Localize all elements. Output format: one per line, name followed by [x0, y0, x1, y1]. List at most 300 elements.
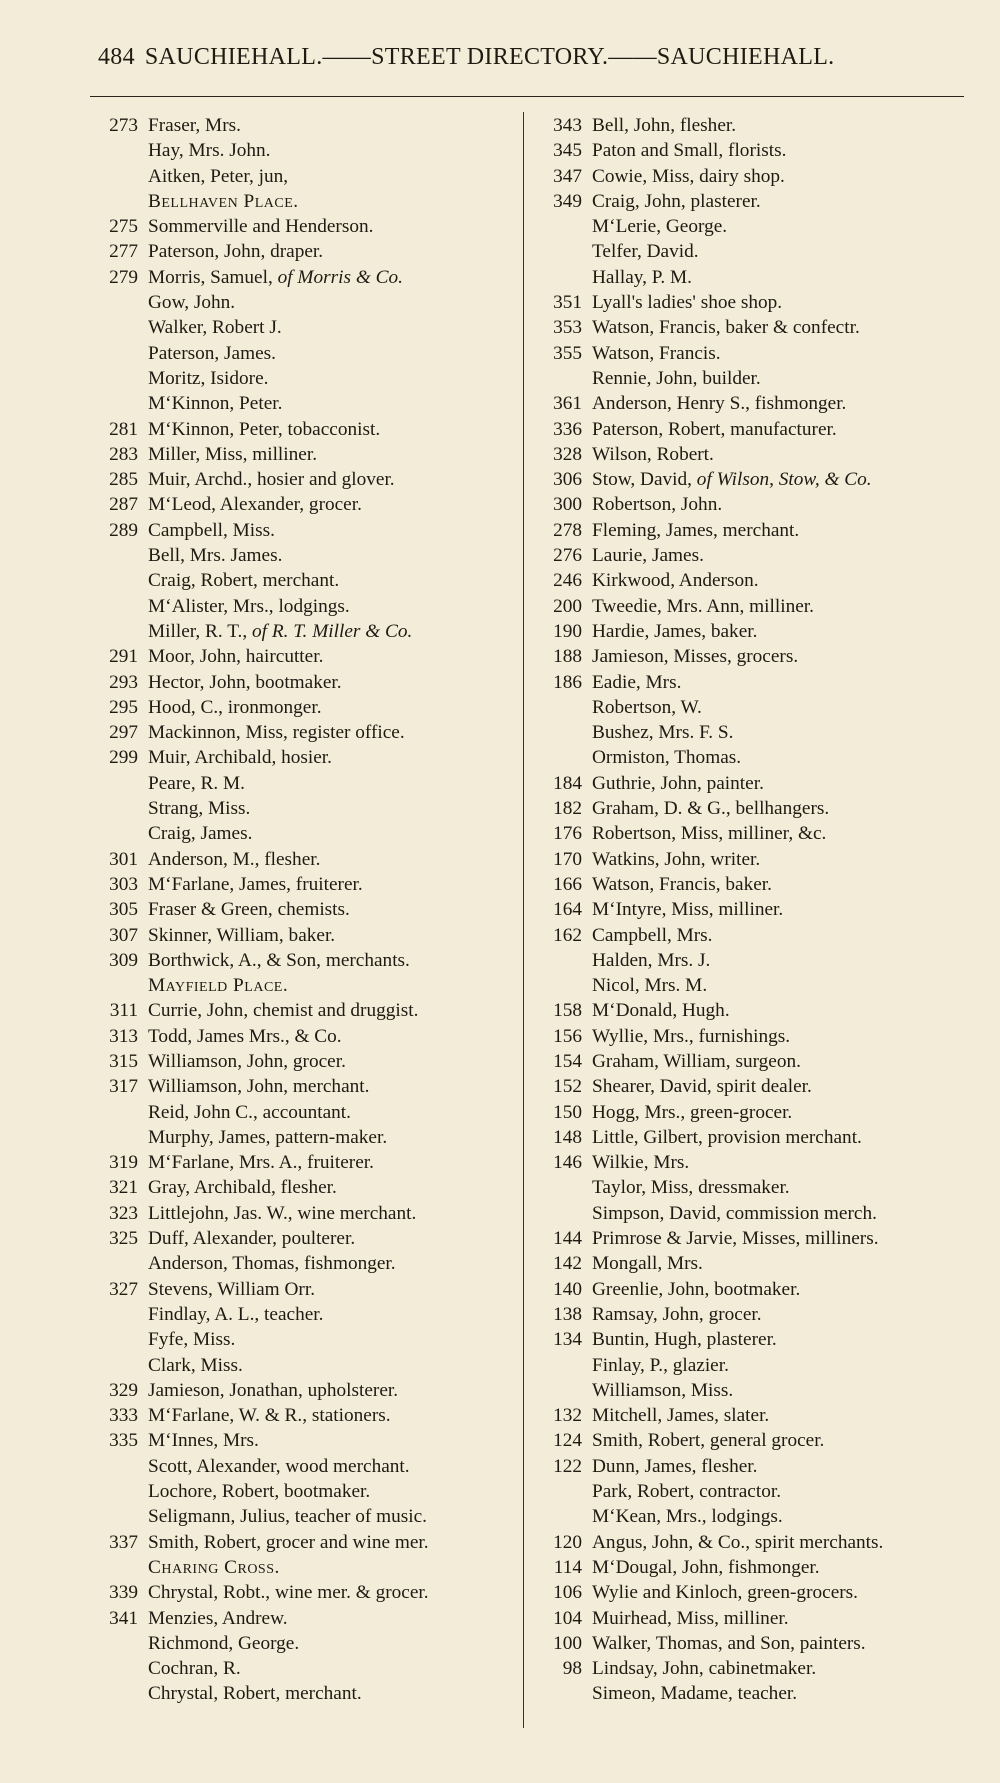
entry-text: Hector, John, bootmaker.	[148, 671, 342, 693]
occupant-name	[592, 1656, 816, 1681]
house-number	[86, 594, 148, 619]
occupant-name	[148, 1251, 396, 1276]
house-number: 275	[109, 216, 138, 238]
entry-text: Chrystal, Robt., wine mer. & grocer.	[148, 1582, 429, 1604]
directory-entry	[86, 341, 526, 366]
header-left: SAUCHIEHALL.	[144, 44, 323, 70]
entry-text: Currie, John, chemist and druggist.	[148, 1000, 419, 1022]
entry-text: Shearer, David, spirit dealer.	[592, 1076, 812, 1098]
occupant-name	[148, 214, 373, 239]
house-number: 120	[553, 1531, 582, 1553]
occupant-name	[592, 518, 799, 543]
place-heading	[148, 973, 288, 998]
directory-entry	[86, 1530, 526, 1555]
directory-entry	[86, 417, 526, 442]
house-number	[86, 1631, 148, 1656]
entry-text: Finlay, P., glazier.	[592, 1354, 729, 1376]
directory-entry	[530, 973, 990, 998]
occupant-name	[148, 998, 418, 1023]
house-number	[530, 1175, 592, 1200]
house-number: 299	[109, 747, 138, 769]
occupant-name	[592, 290, 782, 315]
house-number: 336	[553, 418, 582, 440]
occupant-name	[148, 290, 235, 315]
directory-entry	[86, 113, 526, 138]
occupant-name	[148, 1504, 427, 1529]
directory-entry	[86, 1681, 526, 1706]
directory-entry	[530, 518, 990, 543]
house-number: 142	[553, 1253, 582, 1275]
house-number: 351	[553, 292, 582, 314]
entry-text: Greenlie, John, bootmaker.	[592, 1278, 801, 1300]
occupant-name	[148, 417, 380, 442]
occupant-name	[592, 568, 759, 593]
house-number: 164	[553, 899, 582, 921]
house-number	[86, 315, 148, 340]
house-number: 319	[109, 1152, 138, 1174]
entry-text: Park, Robert, contractor.	[592, 1481, 782, 1503]
entry-text: Craig, Robert, merchant.	[148, 570, 340, 592]
entry-text: Kirkwood, Anderson.	[592, 570, 759, 592]
directory-entry	[86, 518, 526, 543]
occupant-name	[148, 1100, 351, 1125]
directory-entry	[86, 239, 526, 264]
directory-entry	[530, 821, 990, 846]
house-number: 361	[553, 393, 582, 415]
entry-text: Murphy, James, pattern-maker.	[148, 1126, 388, 1148]
house-number: 309	[109, 949, 138, 971]
entry-text: Charing Cross.	[148, 1556, 280, 1578]
directory-entry	[86, 1049, 526, 1074]
occupant-name	[592, 1175, 790, 1200]
house-number: 144	[553, 1228, 582, 1250]
house-number	[86, 1504, 148, 1529]
occupant-name	[148, 1049, 346, 1074]
house-number	[86, 796, 148, 821]
entry-text: M‘Dougal, John, fishmonger.	[592, 1556, 820, 1578]
house-number: 138	[553, 1303, 582, 1325]
entry-text: Anderson, Henry S., fishmonger.	[592, 393, 847, 415]
directory-entry	[86, 1631, 526, 1656]
house-number: 305	[109, 899, 138, 921]
occupant-name	[148, 745, 332, 770]
entry-text: Watson, Francis, baker.	[592, 873, 772, 895]
directory-entry	[86, 670, 526, 695]
entry-text: Robertson, Miss, milliner, &c.	[592, 823, 827, 845]
directory-entry	[86, 1504, 526, 1529]
directory-entry	[86, 1403, 526, 1428]
house-number: 306	[553, 469, 582, 491]
occupant-name	[592, 1251, 703, 1276]
directory-entry	[86, 796, 526, 821]
occupant-name	[148, 1302, 323, 1327]
house-number: 283	[109, 443, 138, 465]
directory-entry	[86, 923, 526, 948]
house-number: 300	[553, 494, 582, 516]
occupant-name	[592, 1555, 820, 1580]
occupant-name	[148, 366, 268, 391]
house-number	[530, 948, 592, 973]
house-number: 311	[109, 1000, 138, 1022]
entry-text: Fleming, James, merchant.	[592, 519, 800, 541]
entry-text: Craig, James.	[148, 823, 253, 845]
house-number	[86, 1302, 148, 1327]
occupant-name	[592, 239, 699, 264]
house-number: 122	[553, 1455, 582, 1477]
house-number: 152	[553, 1076, 582, 1098]
house-number: 124	[553, 1430, 582, 1452]
entry-text: Lochore, Robert, bootmaker.	[148, 1481, 371, 1503]
occupant-name	[592, 113, 736, 138]
entry-text: Ramsay, John, grocer.	[592, 1303, 762, 1325]
place-heading	[148, 189, 299, 214]
house-number	[86, 568, 148, 593]
entry-text: Taylor, Miss, dressmaker.	[592, 1177, 790, 1199]
directory-entry	[86, 1226, 526, 1251]
directory-entry	[530, 1631, 990, 1656]
directory-entry	[530, 214, 990, 239]
occupant-name	[592, 1403, 769, 1428]
occupant-name	[148, 771, 245, 796]
house-number	[530, 695, 592, 720]
occupant-name	[148, 1580, 429, 1605]
occupant-name	[148, 1175, 337, 1200]
occupant-name	[148, 1530, 429, 1555]
house-number: 150	[553, 1101, 582, 1123]
entry-text: Little, Gilbert, provision merchant.	[592, 1126, 862, 1148]
house-number: 353	[553, 317, 582, 339]
entry-text: M‘Lerie, George.	[592, 216, 728, 238]
house-number	[86, 771, 148, 796]
occupant-name	[148, 164, 288, 189]
house-number	[86, 189, 148, 214]
entry-text: M‘Farlane, W. & R., stationers.	[148, 1405, 391, 1427]
entry-text: Guthrie, John, painter.	[592, 772, 764, 794]
occupant-name	[148, 1125, 387, 1150]
occupant-name	[592, 265, 692, 290]
directory-entry	[86, 897, 526, 922]
entry-text: Wilkie, Mrs.	[592, 1152, 690, 1174]
entry-text: M‘Innes, Mrs.	[148, 1430, 259, 1452]
entry-text: Paterson, James.	[148, 342, 276, 364]
house-number	[86, 366, 148, 391]
entry-text: Fraser, Mrs.	[148, 115, 241, 136]
occupant-name	[148, 1201, 416, 1226]
occupant-name	[592, 821, 826, 846]
house-number: 176	[553, 823, 582, 845]
occupant-name	[148, 518, 275, 543]
house-number	[530, 745, 592, 770]
directory-entry	[86, 138, 526, 163]
occupant-name	[148, 492, 362, 517]
directory-entry	[86, 1428, 526, 1453]
occupant-name	[148, 265, 403, 290]
occupant-name	[592, 1606, 789, 1631]
house-number: 106	[553, 1582, 582, 1604]
directory-entry	[86, 1353, 526, 1378]
entry-text: Seligmann, Julius, teacher of music.	[148, 1506, 427, 1528]
directory-entry	[530, 1454, 990, 1479]
occupant-name	[148, 341, 276, 366]
directory-entry	[86, 1201, 526, 1226]
directory-entry	[86, 973, 526, 998]
house-number: 186	[553, 671, 582, 693]
entry-text: Robertson, John.	[592, 494, 723, 516]
occupant-name	[592, 897, 783, 922]
entry-text: Wilson, Robert.	[592, 443, 714, 465]
entry-text: Jamieson, Jonathan, upholsterer.	[148, 1379, 399, 1401]
occupant-name	[148, 315, 282, 340]
occupant-name	[148, 1656, 241, 1681]
entry-text: Lyall's ladies' shoe shop.	[592, 292, 783, 314]
entry-text: Findlay, A. L., teacher.	[148, 1303, 324, 1325]
house-number: 162	[553, 924, 582, 946]
occupant-name	[592, 594, 814, 619]
directory-entry	[530, 239, 990, 264]
directory-entry	[86, 720, 526, 745]
house-number: 287	[109, 494, 138, 516]
entry-text: Reid, John C., accountant.	[148, 1101, 351, 1123]
house-number: 301	[109, 848, 138, 870]
occupant-name	[148, 821, 252, 846]
occupant-name	[148, 467, 395, 492]
entry-text: Buntin, Hugh, plasterer.	[592, 1329, 777, 1351]
directory-entry	[530, 1024, 990, 1049]
entry-text: M‘Kinnon, Peter.	[148, 393, 283, 415]
house-number	[530, 265, 592, 290]
house-number	[530, 1353, 592, 1378]
occupant-name	[148, 568, 339, 593]
entry-text: Aitken, Peter, jun,	[148, 165, 289, 187]
entry-text: M‘Kean, Mrs., lodgings.	[592, 1506, 783, 1528]
entry-text: Cochran, R.	[148, 1658, 241, 1680]
directory-entry	[86, 1378, 526, 1403]
entry-text: Moritz, Isidore.	[148, 367, 269, 389]
house-number: 327	[109, 1278, 138, 1300]
house-number	[86, 1327, 148, 1352]
directory-entry	[530, 492, 990, 517]
house-number: 337	[109, 1531, 138, 1553]
directory-entry	[530, 720, 990, 745]
occupant-name	[148, 442, 317, 467]
entry-text: Mayfield Place.	[148, 975, 289, 997]
occupant-name	[592, 998, 730, 1023]
directory-entry	[86, 695, 526, 720]
entry-text: Mongall, Mrs.	[592, 1253, 703, 1275]
directory-entry	[530, 1530, 990, 1555]
entry-text: Muir, Archd., hosier and glover.	[148, 469, 395, 491]
directory-entry	[530, 164, 990, 189]
house-number	[530, 1201, 592, 1226]
directory-entry	[86, 1555, 526, 1580]
house-number: 154	[553, 1050, 582, 1072]
directory-entry	[86, 315, 526, 340]
directory-entry	[86, 543, 526, 568]
entry-text: Anderson, Thomas, fishmonger.	[148, 1253, 396, 1275]
occupant-name	[592, 847, 760, 872]
house-number	[86, 1353, 148, 1378]
directory-entry	[530, 391, 990, 416]
entry-text: Simpson, David, commission merch.	[592, 1202, 877, 1224]
house-number	[86, 391, 148, 416]
house-number	[530, 1681, 592, 1706]
occupant-name	[148, 948, 410, 973]
entry-text: Borthwick, A., & Son, merchants.	[148, 949, 410, 971]
entry-text: Fyfe, Miss.	[148, 1329, 236, 1351]
entry-text: Hood, C., ironmonger.	[148, 696, 322, 718]
directory-entry	[530, 897, 990, 922]
directory-entry	[530, 1100, 990, 1125]
house-number: 134	[553, 1329, 582, 1351]
directory-entry	[530, 1302, 990, 1327]
house-number: 315	[109, 1050, 138, 1072]
occupant-name	[148, 1681, 362, 1706]
occupant-name	[592, 1530, 883, 1555]
entry-text: Hallay, P. M.	[592, 266, 692, 288]
directory-entry	[86, 1302, 526, 1327]
directory-entry	[86, 644, 526, 669]
entry-text: Moor, John, haircutter.	[148, 646, 324, 668]
house-number	[86, 164, 148, 189]
directory-entry	[530, 872, 990, 897]
house-number: 285	[109, 469, 138, 491]
house-number: 190	[553, 620, 582, 642]
occupant-name	[592, 417, 837, 442]
occupant-name	[592, 391, 846, 416]
house-number	[86, 341, 148, 366]
house-number: 100	[553, 1632, 582, 1654]
directory-entry	[86, 1656, 526, 1681]
directory-entry	[86, 391, 526, 416]
entry-text: M‘Intyre, Miss, milliner.	[592, 899, 784, 921]
directory-entry	[530, 771, 990, 796]
entry-text: Mitchell, James, slater.	[592, 1405, 770, 1427]
directory-entry	[530, 847, 990, 872]
entry-text: Robertson, W.	[592, 696, 702, 718]
house-number: 293	[109, 671, 138, 693]
entry-text: Campbell, Miss.	[148, 519, 275, 541]
directory-entry	[86, 1125, 526, 1150]
occupant-name	[592, 1428, 824, 1453]
house-number	[86, 821, 148, 846]
occupant-name	[592, 1024, 790, 1049]
house-number	[86, 1454, 148, 1479]
directory-entry	[530, 1555, 990, 1580]
house-number	[86, 543, 148, 568]
directory-entry	[86, 948, 526, 973]
entry-text: Strang, Miss.	[148, 798, 251, 820]
entry-text: Walker, Thomas, and Son, painters.	[592, 1632, 866, 1654]
entry-text: Duff, Alexander, poulterer.	[148, 1228, 356, 1250]
entry-text: Nicol, Mrs. M.	[592, 975, 708, 997]
entry-text: Littlejohn, Jas. W., wine merchant.	[148, 1202, 417, 1224]
occupant-name	[592, 1353, 729, 1378]
house-number	[86, 1251, 148, 1276]
directory-entry	[86, 1251, 526, 1276]
directory-entry	[530, 1378, 990, 1403]
entry-text: Graham, D. & G., bellhangers.	[592, 798, 830, 820]
entry-text: Craig, John, plasterer.	[592, 190, 761, 212]
directory-entry	[86, 1074, 526, 1099]
entry-text: M‘Farlane, Mrs. A., fruiterer.	[148, 1152, 374, 1174]
directory-entry	[530, 1403, 990, 1428]
entry-text: Simeon, Madame, teacher.	[592, 1683, 798, 1705]
entry-text: Muirhead, Miss, milliner.	[592, 1607, 789, 1629]
occupant-name	[592, 771, 764, 796]
directory-entry	[530, 1327, 990, 1352]
occupant-name	[148, 720, 405, 745]
house-number: 289	[109, 519, 138, 541]
entry-text: Telfer, David.	[592, 241, 699, 263]
header-title: STREET DIRECTORY.	[371, 44, 609, 70]
directory-entry	[530, 1428, 990, 1453]
house-number	[86, 1100, 148, 1125]
house-number: 140	[553, 1278, 582, 1300]
firm-affiliation: of Wilson, Stow, & Co.	[696, 469, 872, 491]
house-number	[530, 366, 592, 391]
house-number	[86, 1479, 148, 1504]
entry-text: Peare, R. M.	[148, 772, 245, 794]
occupant-name	[592, 1125, 862, 1150]
entry-text: Ormiston, Thomas.	[592, 747, 742, 769]
occupant-name	[592, 1504, 783, 1529]
occupant-name	[148, 1074, 369, 1099]
entry-text: M‘Leod, Alexander, grocer.	[148, 494, 362, 516]
directory-entry	[86, 594, 526, 619]
house-number: 170	[553, 848, 582, 870]
house-number: 146	[553, 1152, 582, 1174]
entry-text: M‘Donald, Hugh.	[592, 1000, 730, 1022]
directory-entry	[86, 290, 526, 315]
directory-entry	[86, 1606, 526, 1631]
house-number: 246	[553, 570, 582, 592]
occupant-name	[148, 923, 335, 948]
house-number: 156	[553, 1025, 582, 1047]
directory-entry	[530, 619, 990, 644]
occupant-name	[592, 341, 721, 366]
occupant-name	[148, 1403, 391, 1428]
entry-text: Halden, Mrs. J.	[592, 949, 711, 971]
directory-entry	[530, 138, 990, 163]
entry-text: Paterson, Robert, manufacturer.	[592, 418, 837, 440]
directory-entry	[86, 1100, 526, 1125]
entry-text: Stow, David,	[592, 469, 697, 491]
directory-entry	[530, 442, 990, 467]
entry-text: Cowie, Miss, dairy shop.	[592, 165, 785, 187]
entry-text: Sommerville and Henderson.	[148, 216, 374, 238]
occupant-name	[592, 1681, 797, 1706]
house-number	[530, 973, 592, 998]
occupant-name	[592, 670, 681, 695]
directory-entry	[86, 872, 526, 897]
occupant-name	[592, 872, 772, 897]
directory-entry	[86, 366, 526, 391]
house-number: 339	[109, 1582, 138, 1604]
house-number: 355	[553, 342, 582, 364]
occupant-name	[592, 315, 860, 340]
occupant-name	[592, 948, 710, 973]
page-number: 484	[98, 44, 135, 70]
directory-entry	[530, 113, 990, 138]
occupant-name	[148, 239, 323, 264]
house-number: 148	[553, 1126, 582, 1148]
directory-entry	[530, 1175, 990, 1200]
occupant-name	[148, 670, 342, 695]
entry-text: M‘Kinnon, Peter, tobacconist.	[148, 418, 381, 440]
directory-entry	[86, 847, 526, 872]
occupant-name	[592, 720, 733, 745]
house-number: 114	[553, 1556, 582, 1578]
